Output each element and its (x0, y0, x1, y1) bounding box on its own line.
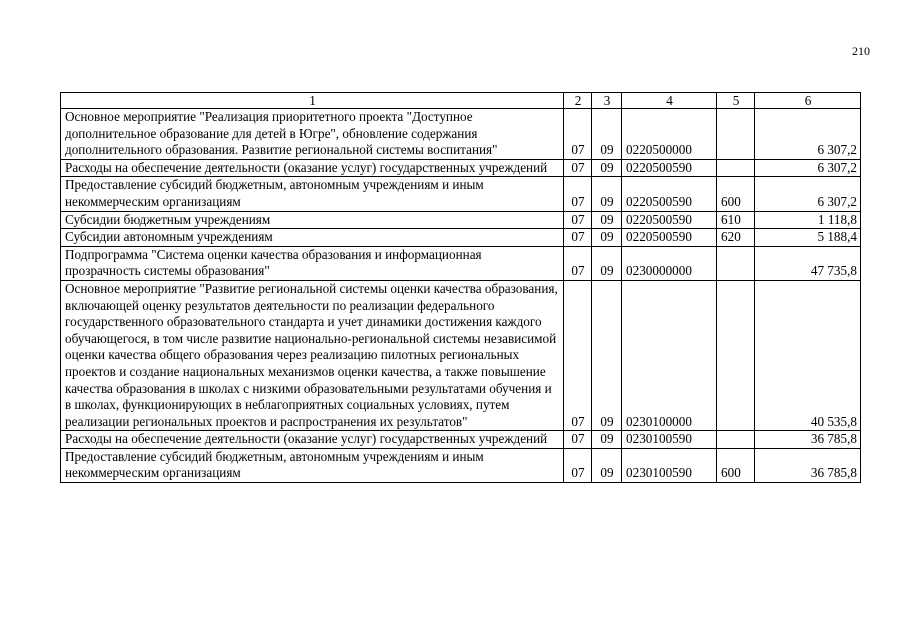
row-subsection: 09 (592, 159, 622, 177)
row-expense-type (717, 431, 755, 449)
row-subsection: 09 (592, 431, 622, 449)
row-expense-type (717, 280, 755, 430)
column-header-5: 5 (717, 93, 755, 109)
table-row (61, 448, 861, 482)
row-section: 07 (564, 159, 592, 177)
row-name: Основное мероприятие "Реализация приоритетного проекта "Доступное дополнительное образование для детей в Югре", обновление содержания дополнительного образования. Развитие региональной системы воспитания" (61, 109, 564, 160)
row-section: 07 (564, 280, 592, 430)
row-amount: 6 307,2 (755, 177, 861, 211)
column-header-2: 2 (564, 93, 592, 109)
row-name: Расходы на обеспечение деятельности (оказание услуг) государственных учреждений (61, 431, 564, 449)
row-section: 07 (564, 246, 592, 280)
table-row (61, 280, 861, 430)
row-section: 07 (564, 109, 592, 160)
table-row (61, 229, 861, 247)
row-expense-type: 600 (717, 448, 755, 482)
row-subsection: 09 (592, 177, 622, 211)
row-expense-type (717, 159, 755, 177)
column-header-4: 4 (622, 93, 717, 109)
table-row (61, 109, 861, 160)
row-amount: 40 535,8 (755, 280, 861, 430)
row-target-code: 0230100590 (622, 431, 717, 449)
table-row (61, 246, 861, 280)
row-target-code: 0230100000 (622, 280, 717, 430)
row-section: 07 (564, 431, 592, 449)
row-target-code: 0220500590 (622, 229, 717, 247)
row-amount: 36 785,8 (755, 431, 861, 449)
row-subsection: 09 (592, 109, 622, 160)
row-name: Подпрограмма "Система оценки качества образования и информационная прозрачность системы образования" (61, 246, 564, 280)
row-subsection: 09 (592, 246, 622, 280)
row-name: Предоставление субсидий бюджетным, автономным учреждениям и иным некоммерческим организациям (61, 177, 564, 211)
row-target-code: 0230000000 (622, 246, 717, 280)
row-amount: 47 735,8 (755, 246, 861, 280)
row-amount: 1 118,8 (755, 211, 861, 229)
row-target-code: 0230100590 (622, 448, 717, 482)
row-subsection: 09 (592, 229, 622, 247)
row-section: 07 (564, 211, 592, 229)
row-amount: 36 785,8 (755, 448, 861, 482)
table-row (61, 211, 861, 229)
column-header-3: 3 (592, 93, 622, 109)
row-expense-type: 600 (717, 177, 755, 211)
budget-table (60, 92, 861, 483)
row-amount: 6 307,2 (755, 109, 861, 160)
row-expense-type (717, 246, 755, 280)
page-number: 210 (852, 44, 870, 58)
row-target-code: 0220500000 (622, 109, 717, 160)
row-name: Расходы на обеспечение деятельности (оказание услуг) государственных учреждений (61, 159, 564, 177)
column-header-1: 1 (61, 93, 564, 109)
table-row (61, 159, 861, 177)
row-target-code: 0220500590 (622, 211, 717, 229)
row-expense-type: 610 (717, 211, 755, 229)
row-subsection: 09 (592, 280, 622, 430)
row-amount: 6 307,2 (755, 159, 861, 177)
column-header-6: 6 (755, 93, 861, 109)
header-row (61, 93, 861, 109)
row-target-code: 0220500590 (622, 177, 717, 211)
row-expense-type (717, 109, 755, 160)
row-section: 07 (564, 177, 592, 211)
row-name: Предоставление субсидий бюджетным, автономным учреждениям и иным некоммерческим организациям (61, 448, 564, 482)
row-name: Основное мероприятие "Развитие региональной системы оценки качества образования, включающей оценку результатов деятельности по реализации федерального государственного образовательного стандарта и учет динамики достижения каждого обучающегося, в том числе развитие национально-региональной системы независимой оценки качества общего образования через реализацию пилотных региональных проектов и создание национальных механизмов оценки качества, а также повышение качества образования в школах с низкими образовательными результатами обучения и в школах, функционирующих в неблагоприятных социальных условиях, путем реализации региональных проектов и распространения их результатов" (61, 280, 564, 430)
row-amount: 5 188,4 (755, 229, 861, 247)
row-target-code: 0220500590 (622, 159, 717, 177)
row-section: 07 (564, 448, 592, 482)
row-expense-type: 620 (717, 229, 755, 247)
row-name: Субсидии автономным учреждениям (61, 229, 564, 247)
row-subsection: 09 (592, 448, 622, 482)
row-subsection: 09 (592, 211, 622, 229)
row-name: Субсидии бюджетным учреждениям (61, 211, 564, 229)
row-section: 07 (564, 229, 592, 247)
table-row (61, 177, 861, 211)
table-row (61, 431, 861, 449)
